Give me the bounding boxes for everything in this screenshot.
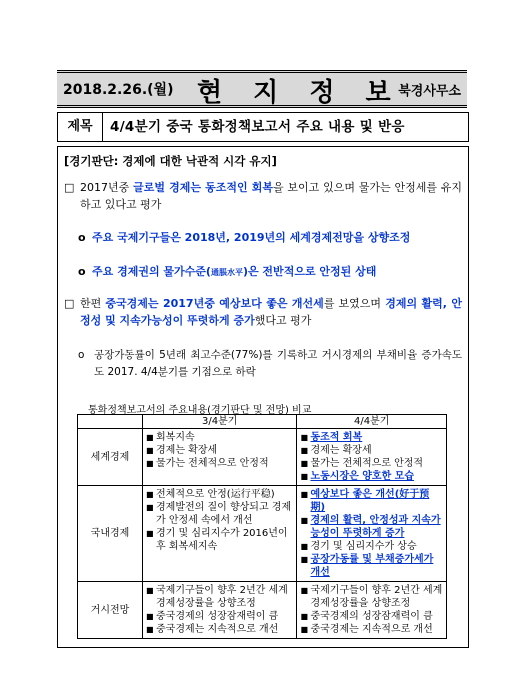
q3-cell [143, 429, 297, 486]
cell-item [300, 444, 443, 457]
comparison-table [77, 414, 447, 639]
square-bullet-icon: ■ [300, 516, 309, 525]
square-bullet-icon: ■ [146, 529, 154, 538]
cell-item [300, 514, 443, 540]
table-row [78, 429, 447, 486]
cell-item [146, 584, 293, 610]
table-header-row [78, 415, 447, 429]
square-bullet-icon: □ [64, 297, 75, 310]
square-bullet-icon: ■ [146, 625, 154, 634]
cell-item-text: 회복지속 [156, 432, 195, 443]
cell-item [146, 444, 293, 457]
subject-box [57, 112, 469, 142]
square-bullet-icon: ■ [300, 542, 309, 551]
cell-item [300, 488, 443, 514]
bullet-2-small: 通脹水平 [210, 268, 243, 277]
paragraph-2 [64, 295, 462, 329]
cell-item-text: 중국경제는 지속적으로 개선 [310, 624, 433, 635]
square-bullet-icon: ■ [146, 612, 154, 621]
paragraph-3-text: 공장가동률이 5년래 최고수준(77%)를 기록하고 거시경제의 부채비율 증가속도도 2017. 4/4분기를 기점으로 하락 [94, 349, 462, 378]
cell-item [300, 470, 443, 483]
square-bullet-icon: ■ [300, 490, 309, 499]
p2-mid: 를 보였으며 [323, 297, 386, 310]
bullet-2 [78, 263, 458, 281]
cell-item [146, 610, 293, 623]
square-bullet-icon: ■ [300, 612, 309, 621]
cell-item [300, 623, 443, 636]
bullet-1-text: 주요 국제기구들은 2018년, 2019년의 세계경제전망을 상향조정 [92, 231, 411, 244]
cell-item [146, 457, 293, 470]
cell-item [300, 584, 443, 610]
circle-bullet-icon: o [78, 231, 86, 244]
judgement-heading: [경기판단: 경제에 대한 낙관적 시각 유지] [64, 154, 277, 168]
square-bullet-icon: ■ [300, 459, 309, 468]
cell-item [300, 457, 443, 470]
square-bullet-icon: ■ [300, 433, 309, 442]
highlighted-item-text: 노동시장은 양호한 모습 [310, 471, 415, 482]
p1-pre: 2017년중 [80, 181, 134, 194]
cell-item-text: 중국경제의 성장잠재력이 큼 [310, 611, 433, 622]
p1-post: 을 보이고 있으며 물가는 안정세를 유지하고 있다고 평가 [80, 181, 463, 211]
cell-item-text: 경제는 확장세 [156, 445, 218, 456]
square-bullet-icon: ■ [300, 586, 309, 595]
q4-cell [297, 429, 447, 486]
square-bullet-icon: ■ [146, 459, 154, 468]
bullet-2-pre: 주요 경제권의 물가수준( [92, 265, 211, 278]
cell-item-text: 경제발전의 질이 향상되고 경제가 안정세 속에서 개선 [156, 502, 292, 526]
q4-cell [297, 582, 447, 639]
cell-item [146, 501, 293, 527]
office-name: 북경사무소 [398, 84, 461, 99]
highlighted-item-text: 동조적 회복 [310, 432, 363, 443]
header-empty-cell [78, 415, 143, 429]
table-caption: 통화정책보고서의 주요내용(경기판단 및 전망) 비교 [88, 405, 312, 416]
report-title: 현 지 정 보 [197, 78, 402, 108]
square-bullet-icon: □ [64, 181, 75, 194]
p2-pre: 한편 [80, 297, 106, 310]
highlighted-item-text: 경제의 활력, 안정성과 지속가능성이 뚜렷하게 증가 [310, 515, 441, 539]
cell-item-text: 국제기구들이 향후 2년간 세계경제성장률을 상향조정 [310, 585, 443, 609]
cell-item-text: 전체적으로 안정(运行平稳) [156, 489, 275, 500]
square-bullet-icon: ■ [146, 446, 154, 455]
q3-cell [143, 582, 297, 639]
paragraph-1 [64, 179, 462, 213]
cell-item-text: 국제기구들이 향후 2년간 세계경제성장률을 상향조정 [156, 585, 288, 609]
cell-item-text: 물가는 전체적으로 안정적 [156, 458, 269, 469]
square-bullet-icon: ■ [300, 555, 309, 564]
row-label: 국내경제 [78, 486, 143, 582]
header-band [57, 70, 467, 108]
paragraph-3 [78, 347, 462, 381]
cell-item-text: 물가는 전체적으로 안정적 [310, 458, 424, 469]
square-bullet-icon: ■ [146, 433, 154, 442]
square-bullet-icon: ■ [146, 503, 154, 512]
report-date: 2018.2.26.(월) [63, 82, 174, 98]
p1-highlight: 글로벌 경제는 동조적인 회복 [133, 181, 273, 194]
square-bullet-icon: ■ [300, 472, 309, 481]
highlighted-item-text: 공장가동률 및 부채증가세가 개선 [310, 554, 434, 578]
table-body [78, 429, 447, 639]
cell-item [300, 610, 443, 623]
header-q3: 3/4분기 [143, 415, 297, 429]
subject-text: 4/4분기 중국 통화정책보고서 주요 내용 및 반응 [110, 119, 405, 135]
q4-cell [297, 486, 447, 582]
cell-item [146, 488, 293, 501]
row-label: 거시전망 [78, 582, 143, 639]
cell-item [146, 431, 293, 444]
cell-item-text: 중국경제는 지속적으로 개선 [156, 624, 279, 635]
highlighted-item-text: 예상보다 좋은 개선(好于预期) [310, 489, 430, 513]
cell-item [300, 540, 443, 553]
p2-post: 했다고 평가 [254, 314, 312, 327]
circle-bullet-icon: o [78, 349, 85, 361]
cell-item [146, 623, 293, 636]
cell-item [300, 553, 443, 579]
square-bullet-icon: ■ [300, 625, 309, 634]
header-q4: 4/4분기 [297, 415, 447, 429]
p2-highlight-1: 중국경제는 2017년중 예상보다 좋은 개선세 [105, 297, 324, 310]
row-label: 세계경제 [78, 429, 143, 486]
cell-item-text: 경제는 확장세 [310, 445, 372, 456]
cell-item [146, 527, 293, 553]
square-bullet-icon: ■ [146, 586, 154, 595]
p2-highlight-2: 경제의 활력, 안정성 및 지속가능성이 뚜렷하게 증가 [80, 297, 463, 327]
cell-item-text: 중국경제의 성장잠재력이 큼 [156, 611, 279, 622]
bullet-2-post: )은 전반적으로 안정된 상태 [242, 265, 377, 278]
square-bullet-icon: ■ [146, 490, 154, 499]
circle-bullet-icon: o [78, 265, 86, 278]
table-row [78, 486, 447, 582]
table-row [78, 582, 447, 639]
cell-item-text: 경기 및 심리지수가 상승 [310, 541, 417, 552]
subject-label: 제목 [58, 113, 103, 141]
cell-item-text: 경기 및 심리지수가 2016년이후 회복세지속 [156, 528, 288, 552]
bullet-1 [78, 229, 458, 246]
cell-item [300, 431, 443, 444]
square-bullet-icon: ■ [300, 446, 309, 455]
q3-cell [143, 486, 297, 582]
